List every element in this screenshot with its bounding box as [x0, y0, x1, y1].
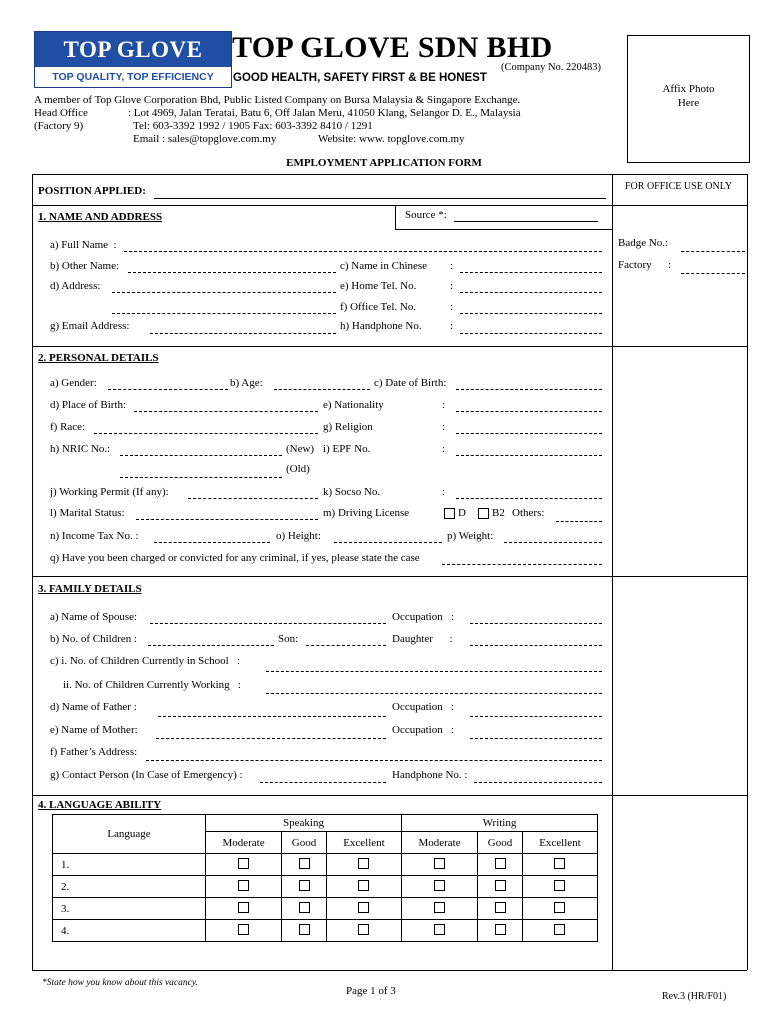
children-label: b) No. of Children : [50, 633, 138, 645]
nric-label: h) NRIC No.: [50, 443, 111, 455]
nationality-label: e) Nationality [323, 399, 384, 411]
source-box-bottom [395, 229, 612, 230]
age-label: b) Age: [230, 377, 263, 389]
writing-excellent-checkbox[interactable] [554, 880, 565, 891]
speaking-good-header: Good [282, 832, 327, 854]
writing-good-checkbox[interactable] [495, 902, 506, 913]
height-field[interactable] [334, 542, 442, 543]
frame-top [32, 174, 747, 175]
marital-field[interactable] [136, 519, 318, 520]
dob-field[interactable] [456, 389, 602, 390]
handphone-label: h) Handphone No. [340, 320, 422, 332]
speaking-excellent-checkbox[interactable] [358, 880, 369, 891]
language-row-number: 2. [53, 876, 206, 898]
gender-field[interactable] [108, 389, 228, 390]
speaking-excellent-checkbox[interactable] [358, 858, 369, 869]
socso-label: k) Socso No. [323, 486, 381, 498]
badge-field[interactable] [681, 251, 745, 252]
address-field-2[interactable] [112, 313, 336, 314]
mother-field[interactable] [156, 738, 386, 739]
source-box-left [395, 205, 396, 229]
speaking-good-checkbox[interactable] [299, 902, 310, 913]
source-field[interactable] [454, 221, 598, 222]
divider-section2 [32, 576, 747, 577]
section3-title: 3. FAMILY DETAILS [38, 583, 142, 595]
frame-bottom [32, 970, 747, 971]
divider-position [32, 205, 747, 206]
section2-title: 2. PERSONAL DETAILS [38, 352, 159, 364]
weight-field[interactable] [504, 542, 602, 543]
email-field[interactable] [150, 333, 336, 334]
language-row-number: 4. [53, 920, 206, 942]
language-row-number: 3. [53, 898, 206, 920]
website-line: Website: www. topglove.com.my [318, 133, 465, 145]
office-tel-label: f) Office Tel. No. [340, 301, 417, 313]
table-row [53, 854, 598, 876]
address-label: d) Address: [50, 280, 101, 292]
other-name-label: b) Other Name: [50, 260, 120, 272]
badge-label: Badge No.: [618, 237, 669, 249]
vacancy-note: *State how you know about this vacancy. [42, 978, 198, 988]
speaking-moderate-checkbox[interactable] [238, 924, 249, 935]
telephone-fax: Tel: 603-3392 1992 / 1905 Fax: 603-3392 8410 / 1291 [133, 120, 373, 132]
age-field[interactable] [274, 389, 370, 390]
home-tel-field[interactable] [460, 292, 602, 293]
nric-old-field[interactable] [120, 477, 282, 478]
frame-left [32, 174, 33, 970]
office-tel-field[interactable] [460, 313, 602, 314]
income-tax-label: n) Income Tax No. : [50, 530, 139, 542]
home-tel-label: e) Home Tel. No. [340, 280, 417, 292]
page-number: Page 1 of 3 [346, 985, 396, 997]
position-applied-label: POSITION APPLIED: [38, 185, 146, 197]
factory-label-office: Factory [618, 259, 652, 271]
permit-label: j) Working Permit (If any): [50, 486, 169, 498]
revision-label: Rev.3 (HR/F01) [662, 991, 727, 1002]
head-office-label: Head Office [34, 107, 88, 119]
factory-field[interactable] [681, 273, 745, 274]
father-field[interactable] [158, 716, 386, 717]
emergency-contact-field[interactable] [260, 782, 386, 783]
table-row [53, 898, 598, 920]
speaking-good-checkbox[interactable] [299, 924, 310, 935]
writing-excellent-checkbox[interactable] [554, 858, 565, 869]
section4-title: 4. LANGUAGE ABILITY [38, 799, 162, 811]
marital-label: l) Marital Status: [50, 507, 125, 519]
dob-label: c) Date of Birth: [374, 377, 447, 389]
company-name: TOP GLOVE SDN BHD [232, 31, 553, 64]
head-office-address: : Lot 4969, Jalan Teratai, Batu 6, Off Jalan Meru, 41050 Klang, Selangor D. E., Malaysia [128, 107, 521, 119]
writing-moderate-header: Moderate [401, 832, 477, 854]
pob-field[interactable] [134, 411, 318, 412]
table-row [53, 876, 598, 898]
daughter-label: Daughter : [392, 633, 453, 645]
father-label: d) Name of Father : [50, 701, 137, 713]
writing-excellent-checkbox[interactable] [554, 924, 565, 935]
language-row-number: 1. [53, 854, 206, 876]
writing-moderate-checkbox[interactable] [434, 858, 445, 869]
name-chinese-field[interactable] [460, 272, 602, 273]
office-use-title: FOR OFFICE USE ONLY [625, 181, 733, 192]
language-header: Language [53, 815, 206, 854]
writing-excellent-header: Excellent [522, 832, 597, 854]
height-label: o) Height: [276, 530, 321, 542]
speaking-excellent-checkbox[interactable] [358, 902, 369, 913]
name-chinese-label: c) Name in Chinese [340, 260, 428, 272]
epf-label: i) EPF No. [323, 443, 371, 455]
photo-label-2: Here [677, 97, 700, 109]
speaking-moderate-checkbox[interactable] [238, 880, 249, 891]
speaking-moderate-header: Moderate [206, 832, 282, 854]
license-d-checkbox[interactable] [444, 508, 455, 519]
emergency-contact-label: g) Contact Person (In Case of Emergency) : [50, 769, 243, 781]
factory-colon: : [668, 259, 672, 271]
mother-label: e) Name of Mother: [50, 724, 138, 736]
factory-label: (Factory 9) [34, 120, 84, 132]
father-occupation-label: Occupation : [392, 701, 455, 713]
other-name-field[interactable] [128, 272, 336, 273]
full-name-label: a) Full Name : [50, 239, 117, 251]
mother-occupation-field[interactable] [470, 738, 602, 739]
spouse-occupation-field[interactable] [470, 623, 602, 624]
emergency-handphone-label: Handphone No. : [392, 769, 468, 781]
speaking-excellent-checkbox[interactable] [358, 924, 369, 935]
writing-moderate-checkbox[interactable] [434, 902, 445, 913]
criminal-label: q) Have you been charged or convicted for any criminal, if yes, please state the case [50, 552, 420, 564]
handphone-field[interactable] [460, 333, 602, 334]
religion-label: g) Religion [323, 421, 373, 433]
weight-label: p) Weight: [447, 530, 494, 542]
writing-good-checkbox[interactable] [495, 858, 506, 869]
speaking-moderate-checkbox[interactable] [238, 902, 249, 913]
speaking-excellent-header: Excellent [326, 832, 401, 854]
working-field[interactable] [266, 693, 602, 694]
father-address-label: f) Father’s Address: [50, 746, 138, 758]
son-field[interactable] [306, 645, 386, 646]
nationality-field[interactable] [456, 411, 602, 412]
address-field-1[interactable] [112, 292, 336, 293]
pob-label: d) Place of Birth: [50, 399, 127, 411]
speaking-header: Speaking [206, 815, 402, 832]
company-motto: GOOD HEALTH, SAFETY FIRST & BE HONEST [233, 72, 487, 84]
speaking-good-checkbox[interactable] [299, 880, 310, 891]
logo-title: TOP GLOVE [35, 32, 231, 67]
in-school-label: c) i. No. of Children Currently in School : [50, 655, 241, 667]
criminal-field[interactable] [442, 564, 602, 565]
nric-new-field[interactable] [120, 455, 282, 456]
table-row [53, 920, 598, 942]
spouse-field[interactable] [150, 623, 386, 624]
children-field[interactable] [148, 645, 274, 646]
license-others-label: Others: [512, 507, 545, 519]
form-title: EMPLOYMENT APPLICATION FORM [286, 157, 482, 169]
office-column-divider [612, 174, 613, 970]
gender-label: a) Gender: [50, 377, 97, 389]
full-name-field[interactable] [124, 251, 602, 252]
speaking-good-checkbox[interactable] [299, 858, 310, 869]
language-table [52, 814, 598, 942]
emergency-handphone-field[interactable] [474, 782, 602, 783]
divider-section1 [32, 346, 747, 347]
working-label: ii. No. of Children Currently Working : [63, 679, 241, 691]
frame-right [747, 174, 748, 970]
spouse-label: a) Name of Spouse: [50, 611, 138, 623]
source-label: Source *: [405, 209, 447, 221]
race-label: f) Race: [50, 421, 86, 433]
epf-field[interactable] [456, 455, 602, 456]
photo-box[interactable] [627, 35, 750, 163]
nric-old-label: (Old) [286, 463, 310, 475]
nric-new-label: (New) [286, 443, 315, 455]
email-line: Email : sales@topglove.com.my [133, 133, 277, 145]
race-field[interactable] [94, 433, 318, 434]
license-b2-checkbox[interactable] [478, 508, 489, 519]
license-d-label: D [458, 507, 466, 519]
writing-moderate-checkbox[interactable] [434, 924, 445, 935]
company-number: (Company No. 220483) [501, 62, 602, 73]
license-b2-label: B2 [492, 507, 505, 519]
father-address-field[interactable] [146, 760, 602, 761]
speaking-moderate-checkbox[interactable] [238, 858, 249, 869]
socso-field[interactable] [456, 498, 602, 499]
father-occupation-field[interactable] [470, 716, 602, 717]
license-label: m) Driving License [323, 507, 410, 519]
daughter-field[interactable] [470, 645, 602, 646]
son-label: Son: [278, 633, 299, 645]
income-tax-field[interactable] [154, 542, 270, 543]
company-logo [34, 31, 232, 88]
permit-field[interactable] [188, 498, 318, 499]
member-line: A member of Top Glove Corporation Bhd, Public Listed Company on Bursa Malaysia & Singapore Exchange. [34, 94, 521, 106]
spouse-occupation-label: Occupation : [392, 611, 455, 623]
email-label: g) Email Address: [50, 320, 130, 332]
writing-good-checkbox[interactable] [495, 880, 506, 891]
photo-label-1: Affix Photo [662, 83, 715, 95]
divider-section3 [32, 795, 747, 796]
in-school-field[interactable] [266, 671, 602, 672]
writing-header: Writing [401, 815, 597, 832]
writing-moderate-checkbox[interactable] [434, 880, 445, 891]
logo-tagline: TOP QUALITY, TOP EFFICIENCY [35, 68, 231, 87]
license-others-field[interactable] [556, 521, 602, 522]
writing-good-header: Good [478, 832, 523, 854]
section1-title: 1. NAME AND ADDRESS [38, 211, 163, 223]
writing-excellent-checkbox[interactable] [554, 902, 565, 913]
writing-good-checkbox[interactable] [495, 924, 506, 935]
mother-occupation-label: Occupation : [392, 724, 455, 736]
religion-field[interactable] [456, 433, 602, 434]
position-applied-field[interactable] [154, 198, 606, 199]
